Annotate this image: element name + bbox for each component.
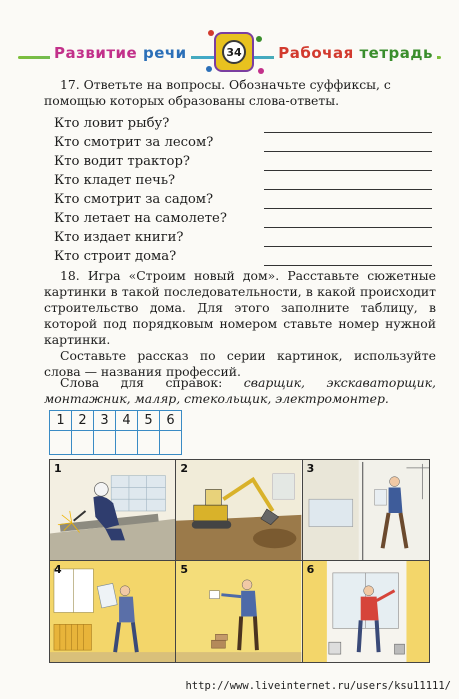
page-number: 34 bbox=[222, 40, 246, 64]
sequence-position: 6 bbox=[160, 411, 182, 431]
task-18-paragraph-2: Составьте рассказ по серии картинок, используйте слова — названия профессий. bbox=[44, 348, 436, 379]
brand-word-4: тетрадь bbox=[359, 44, 433, 62]
question-row bbox=[54, 114, 434, 133]
picture-number: 3 bbox=[306, 462, 315, 475]
question-text: Кто смотрит за садом? bbox=[54, 192, 214, 207]
task-18-instructions bbox=[44, 268, 436, 380]
reference-word-list: сварщик, экскаваторщик, монтажник, маляр, стекольщик, электромонтер. bbox=[44, 375, 436, 406]
question-row bbox=[54, 190, 434, 209]
picture-worker-window bbox=[50, 561, 176, 662]
answer-line[interactable] bbox=[264, 215, 432, 228]
question-row bbox=[54, 209, 434, 228]
sequence-answer-cell[interactable] bbox=[72, 431, 94, 455]
sequence-answer-cell[interactable] bbox=[116, 431, 138, 455]
question-text: Кто кладет печь? bbox=[54, 173, 176, 188]
answer-line[interactable] bbox=[264, 120, 432, 133]
reference-words bbox=[44, 375, 436, 407]
brand-word-2: речи bbox=[142, 44, 187, 62]
decor-dot-icon bbox=[206, 66, 212, 72]
source-url: http://www.liveinternet.ru/users/ksu11111/ bbox=[185, 680, 451, 692]
question-text: Кто смотрит за лесом? bbox=[54, 135, 214, 150]
sequence-position: 4 bbox=[116, 411, 138, 431]
sequence-table bbox=[49, 410, 182, 455]
sequence-header-row bbox=[50, 411, 182, 431]
page-header bbox=[0, 0, 459, 78]
welder-illustration-icon bbox=[50, 460, 175, 560]
picture-number: 1 bbox=[54, 462, 62, 475]
answer-line[interactable] bbox=[264, 158, 432, 171]
answer-line[interactable] bbox=[264, 139, 432, 152]
reference-label: Слова для справок: bbox=[60, 375, 223, 390]
picture-glazier bbox=[303, 460, 429, 561]
sequence-answer-cell[interactable] bbox=[138, 431, 160, 455]
decor-dot-icon bbox=[256, 36, 262, 42]
sequence-position: 5 bbox=[138, 411, 160, 431]
question-text: Кто летает на самолете? bbox=[54, 211, 227, 226]
answer-line[interactable] bbox=[264, 253, 432, 266]
picture-number: 2 bbox=[180, 462, 188, 475]
question-text: Кто строит дома? bbox=[54, 249, 177, 264]
picture-painter bbox=[303, 561, 429, 662]
question-row bbox=[54, 152, 434, 171]
picture-number: 6 bbox=[306, 563, 315, 576]
picture-welder bbox=[50, 460, 176, 561]
glazier-illustration-icon bbox=[303, 460, 429, 560]
brand-word-3: Рабочая bbox=[278, 44, 354, 62]
sequence-answer-cell[interactable] bbox=[160, 431, 182, 455]
answer-line[interactable] bbox=[264, 196, 432, 209]
question-row bbox=[54, 247, 434, 266]
question-text: Кто издает книги? bbox=[54, 230, 184, 245]
sequence-position: 1 bbox=[50, 411, 72, 431]
question-row bbox=[54, 228, 434, 247]
task-18-paragraph-1: 18. Игра «Строим новый дом». Расставьте сюжетные картинки в такой последовательности, в какой происходит строительство дома. Для этого заполните таблицу, в которой под порядковым номером ставьте номер нужной картинки. bbox=[44, 268, 436, 347]
picture-excavator bbox=[176, 460, 302, 561]
sequence-answer-row bbox=[50, 431, 182, 455]
painter-illustration-icon bbox=[303, 561, 429, 662]
question-text: Кто водит трактор? bbox=[54, 154, 190, 169]
excavator-illustration-icon bbox=[176, 460, 301, 560]
question-row bbox=[54, 133, 434, 152]
brand-word-1: Развитие bbox=[54, 44, 138, 62]
sequence-answer-cell[interactable] bbox=[50, 431, 72, 455]
question-row bbox=[54, 171, 434, 190]
electrician-illustration-icon bbox=[176, 561, 301, 662]
task-17-instructions: 17. Ответьте на вопросы. Обозначьте суффиксы, с помощью которых образованы слова-ответы. bbox=[44, 77, 391, 108]
sequence-answer-cell[interactable] bbox=[94, 431, 116, 455]
decor-dot-icon bbox=[208, 30, 214, 36]
decor-dot-icon bbox=[258, 68, 264, 74]
story-pictures-grid bbox=[49, 459, 430, 663]
picture-electrician bbox=[176, 561, 302, 662]
sequence-position: 2 bbox=[72, 411, 94, 431]
picture-number: 4 bbox=[54, 563, 62, 576]
worker-window-illustration-icon bbox=[50, 561, 175, 662]
picture-number: 5 bbox=[180, 563, 188, 576]
series-title-left bbox=[50, 44, 191, 62]
sequence-position: 3 bbox=[94, 411, 116, 431]
page-number-badge bbox=[214, 32, 254, 72]
series-title-right bbox=[274, 44, 437, 62]
task-17-questions bbox=[54, 114, 434, 266]
answer-line[interactable] bbox=[264, 234, 432, 247]
question-text: Кто ловит рыбу? bbox=[54, 116, 170, 131]
answer-line[interactable] bbox=[264, 177, 432, 190]
